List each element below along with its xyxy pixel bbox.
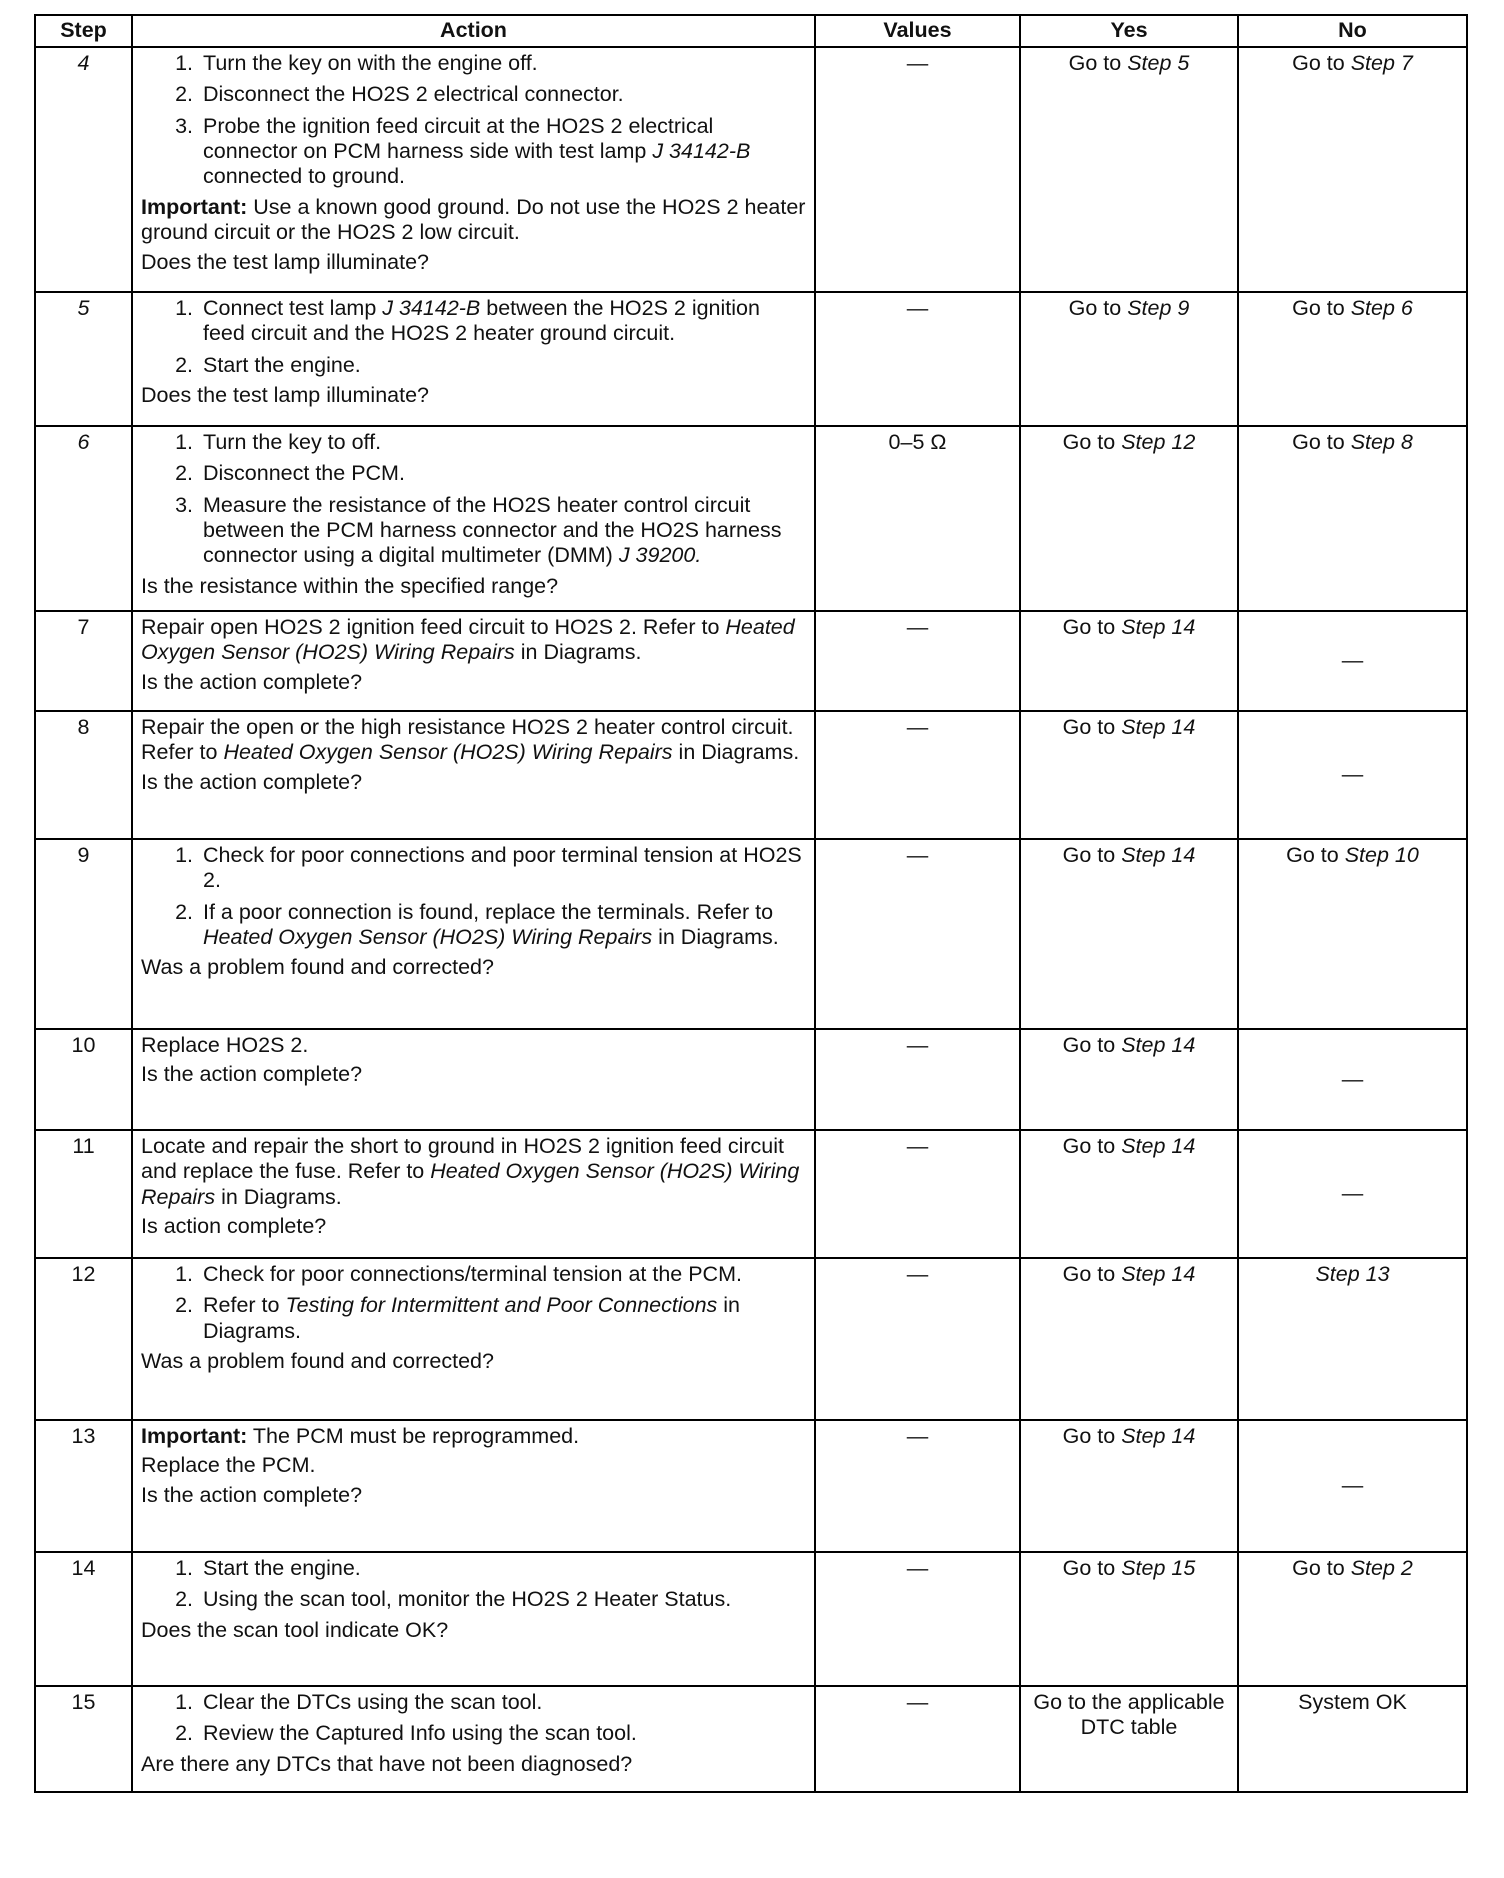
step-number: 12 <box>35 1258 132 1420</box>
values-cell: — <box>815 292 1020 426</box>
yes-prefix: Go to <box>1068 296 1128 320</box>
list-item: 1. Turn the key on with the engine off. <box>199 51 806 76</box>
question-text: Are there any DTCs that have not been diagnosed? <box>141 1751 633 1776</box>
yes-cell <box>1020 1029 1238 1130</box>
yes-cell[interactable]: Go to the applicable DTC table <box>1020 1686 1238 1792</box>
instruction-text: Measure the resistance of the HO2S heater control circuit between the PCM harness connector and the HO2S harness connector using a digital multimeter (DMM) <box>203 492 782 568</box>
yes-prefix: Go to <box>1062 1556 1122 1580</box>
no-cell <box>1238 292 1467 426</box>
list-item <box>199 296 806 347</box>
yes-prefix: Go to <box>1062 843 1122 867</box>
table-row <box>35 47 1467 292</box>
no-step-link[interactable]: Step 7 <box>1350 51 1413 75</box>
table-header-row <box>35 15 1467 47</box>
yes-prefix: Go to <box>1062 1134 1122 1158</box>
table-row <box>35 1258 1467 1420</box>
yes-cell <box>1020 839 1238 1029</box>
action-cell <box>132 1258 815 1420</box>
yes-step-link[interactable]: Step 14 <box>1121 1033 1196 1057</box>
list-item: 1. Turn the key to off. <box>199 430 806 455</box>
action-list <box>141 296 806 378</box>
yes-cell <box>1020 47 1238 292</box>
header-yes: Yes <box>1020 15 1238 47</box>
step-number: 8 <box>35 711 132 839</box>
table-row <box>35 292 1467 426</box>
yes-cell <box>1020 611 1238 711</box>
table-row <box>35 1130 1467 1258</box>
yes-cell <box>1020 292 1238 426</box>
table-row <box>35 1686 1467 1792</box>
header-no: No <box>1238 15 1467 47</box>
yes-cell <box>1020 1130 1238 1258</box>
instruction-text: connected to ground. <box>203 164 406 189</box>
action-cell <box>132 47 815 292</box>
yes-cell <box>1020 711 1238 839</box>
no-cell: System OK <box>1238 1686 1467 1792</box>
yes-step-link[interactable]: Step 14 <box>1121 843 1196 867</box>
no-prefix: Go to <box>1286 843 1345 867</box>
list-item <box>199 114 806 190</box>
yes-step-link[interactable]: Step 14 <box>1121 615 1196 639</box>
instruction-text: in Diagrams. <box>215 1184 342 1209</box>
step-number: 10 <box>35 1029 132 1130</box>
no-cell <box>1238 839 1467 1029</box>
step-number: 4 <box>35 47 132 292</box>
step-number: 14 <box>35 1552 132 1686</box>
step-number: 9 <box>35 839 132 1029</box>
no-step-link[interactable]: Step 2 <box>1350 1556 1413 1580</box>
values-cell: 0–5 Ω <box>815 426 1020 611</box>
yes-step-link[interactable]: Step 14 <box>1121 1424 1196 1448</box>
yes-cell <box>1020 1258 1238 1420</box>
values-cell: — <box>815 1552 1020 1686</box>
no-prefix: Go to <box>1292 1556 1351 1580</box>
yes-prefix: Go to <box>1062 1033 1122 1057</box>
instruction-text: in Diagrams. <box>514 640 642 665</box>
yes-step-link[interactable]: Step 9 <box>1127 296 1190 320</box>
instruction-text: Connect test lamp <box>203 296 383 320</box>
table-row <box>35 426 1467 611</box>
yes-step-link[interactable]: Step 14 <box>1121 1134 1196 1158</box>
instruction-text: Locate and repair the short to ground in HO2S 2 ignition feed circuit and replace the fuse. Refer to <box>141 1134 784 1184</box>
list-item: 2. Using the scan tool, monitor the HO2S 2 Heater Status. <box>199 1587 806 1612</box>
no-cell: — <box>1238 711 1467 839</box>
question-text: Is the action complete? <box>141 769 363 794</box>
instruction-text: Repair open HO2S 2 ignition feed circuit to HO2S 2. Refer to <box>141 615 726 639</box>
instruction-text: in Diagrams. <box>203 1293 741 1343</box>
values-cell: — <box>815 1420 1020 1552</box>
instruction-text: between the HO2S 2 ignition feed circuit and the HO2S 2 heater ground circuit. <box>203 296 760 346</box>
instruction-text: in Diagrams. <box>652 925 779 950</box>
action-list <box>141 843 806 950</box>
action-cell <box>132 611 815 711</box>
instruction-text: in Diagrams. <box>672 740 800 765</box>
list-item: 1. Check for poor connections and poor terminal tension at HO2S 2. <box>199 843 806 894</box>
action-cell <box>132 711 815 839</box>
values-cell: — <box>815 47 1020 292</box>
list-item: 2. Review the Captured Info using the scan tool. <box>199 1721 806 1746</box>
header-values: Values <box>815 15 1020 47</box>
action-cell <box>132 426 815 611</box>
table-row <box>35 1420 1467 1552</box>
step-number: 5 <box>35 292 132 426</box>
table-row <box>35 711 1467 839</box>
action-cell <box>132 1130 815 1258</box>
list-item <box>199 900 806 951</box>
yes-prefix: Go to <box>1062 715 1122 739</box>
no-cell <box>1238 1552 1467 1686</box>
table-row <box>35 1552 1467 1686</box>
yes-step-link[interactable]: Step 12 <box>1121 430 1196 454</box>
header-step: Step <box>35 15 132 47</box>
step-number: 15 <box>35 1686 132 1792</box>
values-cell: — <box>815 1686 1020 1792</box>
values-cell: — <box>815 1130 1020 1258</box>
table-row <box>35 611 1467 711</box>
action-list <box>141 1690 806 1747</box>
no-cell <box>1238 426 1467 611</box>
important-note <box>141 195 806 246</box>
question-text: Does the test lamp illuminate? <box>141 383 430 408</box>
no-cell: — <box>1238 611 1467 711</box>
no-cell: — <box>1238 1130 1467 1258</box>
list-item <box>199 1293 806 1344</box>
manual-reference: Heated Oxygen Sensor (HO2S) Wiring Repairs <box>203 925 653 950</box>
question-text: Is the resistance within the specified range? <box>141 573 559 598</box>
manual-reference: Testing for Intermittent and Poor Connections <box>285 1293 718 1318</box>
action-text <box>141 1134 806 1210</box>
no-step-link[interactable]: Step 6 <box>1350 296 1413 320</box>
values-cell: — <box>815 839 1020 1029</box>
important-note <box>141 1424 806 1449</box>
important-text: The PCM must be reprogrammed. <box>247 1424 580 1448</box>
list-item: 1. Clear the DTCs using the scan tool. <box>199 1690 806 1715</box>
tool-reference: J 34142-B <box>382 296 481 320</box>
no-prefix: Go to <box>1292 51 1351 75</box>
yes-cell <box>1020 1552 1238 1686</box>
list-item: 2. Disconnect the PCM. <box>199 461 806 486</box>
list-item: 2. Start the engine. <box>199 353 806 378</box>
no-step-link[interactable]: Step 13 <box>1315 1262 1390 1286</box>
instruction-text: Probe the ignition feed circuit at the HO2S 2 electrical connector on PCM harness side with test lamp <box>203 113 714 164</box>
manual-reference: Heated Oxygen Sensor (HO2S) Wiring Repairs <box>141 615 795 665</box>
question-text: Is action complete? <box>141 1214 327 1239</box>
instruction-text: Refer to <box>203 1293 286 1318</box>
action-text: Replace HO2S 2. <box>141 1033 309 1057</box>
action-cell <box>132 839 815 1029</box>
values-cell: — <box>815 711 1020 839</box>
no-cell: — <box>1238 1029 1467 1130</box>
action-text <box>141 715 806 766</box>
question-text: Is the action complete? <box>141 1062 363 1087</box>
important-label: Important: <box>141 194 248 219</box>
question-text: Was a problem found and corrected? <box>141 955 494 980</box>
question-text: Is the action complete? <box>141 1482 363 1507</box>
instruction-text: If a poor connection is found, replace the terminals. Refer to <box>203 899 774 924</box>
header-action: Action <box>132 15 815 47</box>
action-cell <box>132 1686 815 1792</box>
values-cell: — <box>815 1029 1020 1130</box>
no-cell: — <box>1238 1420 1467 1552</box>
no-prefix: Go to <box>1292 430 1351 454</box>
yes-prefix: Go to <box>1062 1424 1122 1448</box>
no-cell <box>1238 1258 1467 1420</box>
table-row <box>35 839 1467 1029</box>
action-list <box>141 430 806 569</box>
no-step-link[interactable]: Step 8 <box>1350 430 1413 454</box>
important-text: Use a known good ground. Do not use the HO2S 2 heater ground circuit or the HO2S 2 low circuit. <box>141 194 806 245</box>
no-cell <box>1238 47 1467 292</box>
no-prefix: Go to <box>1292 296 1351 320</box>
tool-reference: J 39200. <box>618 543 702 568</box>
yes-prefix: Go to <box>1068 51 1128 75</box>
no-step-link[interactable]: Step 10 <box>1344 843 1419 867</box>
action-cell <box>132 292 815 426</box>
action-cell <box>132 1029 815 1130</box>
question-text: Was a problem found and corrected? <box>141 1349 494 1374</box>
yes-step-link[interactable]: Step 14 <box>1121 715 1196 739</box>
instruction-text: Repair the open or the high resistance HO2S 2 heater control circuit. Refer to <box>141 715 794 765</box>
list-item <box>199 493 806 569</box>
yes-prefix: Go to <box>1062 1262 1122 1286</box>
yes-step-link[interactable]: Step 5 <box>1127 51 1190 75</box>
values-cell: — <box>815 611 1020 711</box>
action-list <box>141 1262 806 1344</box>
tool-reference: J 34142-B <box>652 139 751 164</box>
manual-reference: Heated Oxygen Sensor (HO2S) Wiring Repairs <box>141 1159 800 1209</box>
important-label: Important: <box>141 1424 248 1448</box>
question-text: Is the action complete? <box>141 669 363 694</box>
yes-prefix: Go to <box>1062 615 1122 639</box>
action-cell <box>132 1552 815 1686</box>
list-item: 1. Start the engine. <box>199 1556 806 1581</box>
yes-prefix: Go to <box>1062 430 1122 454</box>
action-list <box>141 1556 806 1613</box>
table-row <box>35 1029 1467 1130</box>
list-item: 1. Check for poor connections/terminal tension at the PCM. <box>199 1262 806 1287</box>
diagnostic-table <box>34 14 1468 1793</box>
action-text: Replace the PCM. <box>141 1453 316 1478</box>
action-text <box>141 615 806 666</box>
manual-reference: Heated Oxygen Sensor (HO2S) Wiring Repairs <box>223 740 673 765</box>
question-text: Does the test lamp illuminate? <box>141 249 430 274</box>
question-text: Does the scan tool indicate OK? <box>141 1617 449 1642</box>
action-cell <box>132 1420 815 1552</box>
yes-step-link[interactable]: Step 14 <box>1121 1262 1196 1286</box>
list-item: 2. Disconnect the HO2S 2 electrical connector. <box>199 82 806 107</box>
yes-step-link[interactable]: Step 15 <box>1121 1556 1196 1580</box>
values-cell: — <box>815 1258 1020 1420</box>
step-number: 7 <box>35 611 132 711</box>
action-list <box>141 51 806 190</box>
yes-cell <box>1020 426 1238 611</box>
step-number: 11 <box>35 1130 132 1258</box>
step-number: 6 <box>35 426 132 611</box>
step-number: 13 <box>35 1420 132 1552</box>
yes-cell <box>1020 1420 1238 1552</box>
diagnostic-table-page <box>34 14 1466 1793</box>
